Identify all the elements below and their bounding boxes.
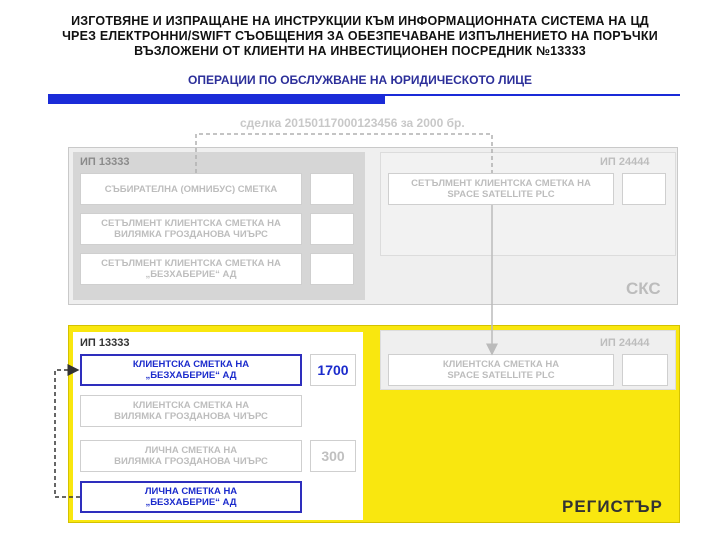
sks-ip13333-header: ИП 13333 [80,156,130,168]
sks-label: СКС [626,279,661,298]
deal-label: сделка 20150117000123456 за 2000 бр. [240,116,465,130]
register-label: РЕГИСТЪР [562,497,663,516]
register-client-chiyrs-label: КЛИЕНТСКА СМЕТКА НА ВИЛЯМКА ГРОЗДАНОВА ЧИЪРС [114,400,268,422]
deal-connector [196,134,492,173]
sks-settlement-bezhaberie-label: СЕТЪЛМЕНТ КЛИЕНТСКА СМЕТКА НА „БЕЗХАБЕРИЕ“ АД [101,258,281,280]
register-ip24444-header: ИП 24444 [600,337,650,349]
register-client-bezhaberie-label: КЛИЕНТСКА СМЕТКА НА „БЕЗХАБЕРИЕ“ АД [132,359,250,381]
register-personal-bezhaberie-label: ЛИЧНА СМЕТКА НА „БЕЗХАБЕРИЕ“ АД [144,486,238,508]
register-ip13333-header: ИП 13333 [80,337,130,349]
register-space-satellite-label: КЛИЕНТСКА СМЕТКА НА SPACE SATELLITE PLC [442,359,560,381]
title-line-3: ВЪЗЛОЖЕНИ ОТ КЛИЕНТИ НА ИНВЕСТИЦИОНЕН ПОСРЕДНИК №13333 [134,44,586,58]
register-personal-chiyrs-label: ЛИЧНА СМЕТКА НА ВИЛЯМКА ГРОЗДАНОВА ЧИЪРС [114,445,268,467]
sks-space-satellite-label: СЕТЪЛМЕНТ КЛИЕНТСКА СМЕТКА НА SPACE SATELLITE PLC [411,178,591,200]
title-line-2: ЧРЕЗ ЕЛЕКТРОННИ/SWIFT СЪОБЩЕНИЯ ЗА ОБЕЗПЕЧАВАНЕ ИЗПЪЛНЕНИЕТО НА ПОРЪЧКИ [62,29,658,43]
sks-ip24444-header: ИП 24444 [600,156,650,168]
balance-value-1700: 1700 [317,362,349,378]
balance-value-300: 300 [321,448,345,464]
transfer-arrow [55,370,80,497]
sks-settlement-chiyrs-label: СЕТЪЛМЕНТ КЛИЕНТСКА СМЕТКА НА ВИЛЯМКА ГРОЗДАНОВА ЧИЪРС [101,218,281,240]
title-line-1: ИЗГОТВЯНЕ И ИЗПРАЩАНЕ НА ИНСТРУКЦИИ КЪМ ИНФОРМАЦИОННАТА СИСТЕМА НА ЦД [71,14,649,28]
sks-omnibus-account-label: СЪБИРАТЕЛНА (ОМНИБУС) СМЕТКА [104,183,278,195]
diagram-subtitle: ОПЕРАЦИИ ПО ОБСЛУЖВАНЕ НА ЮРИДИЧЕСКОТО ЛИЦЕ [188,73,532,87]
